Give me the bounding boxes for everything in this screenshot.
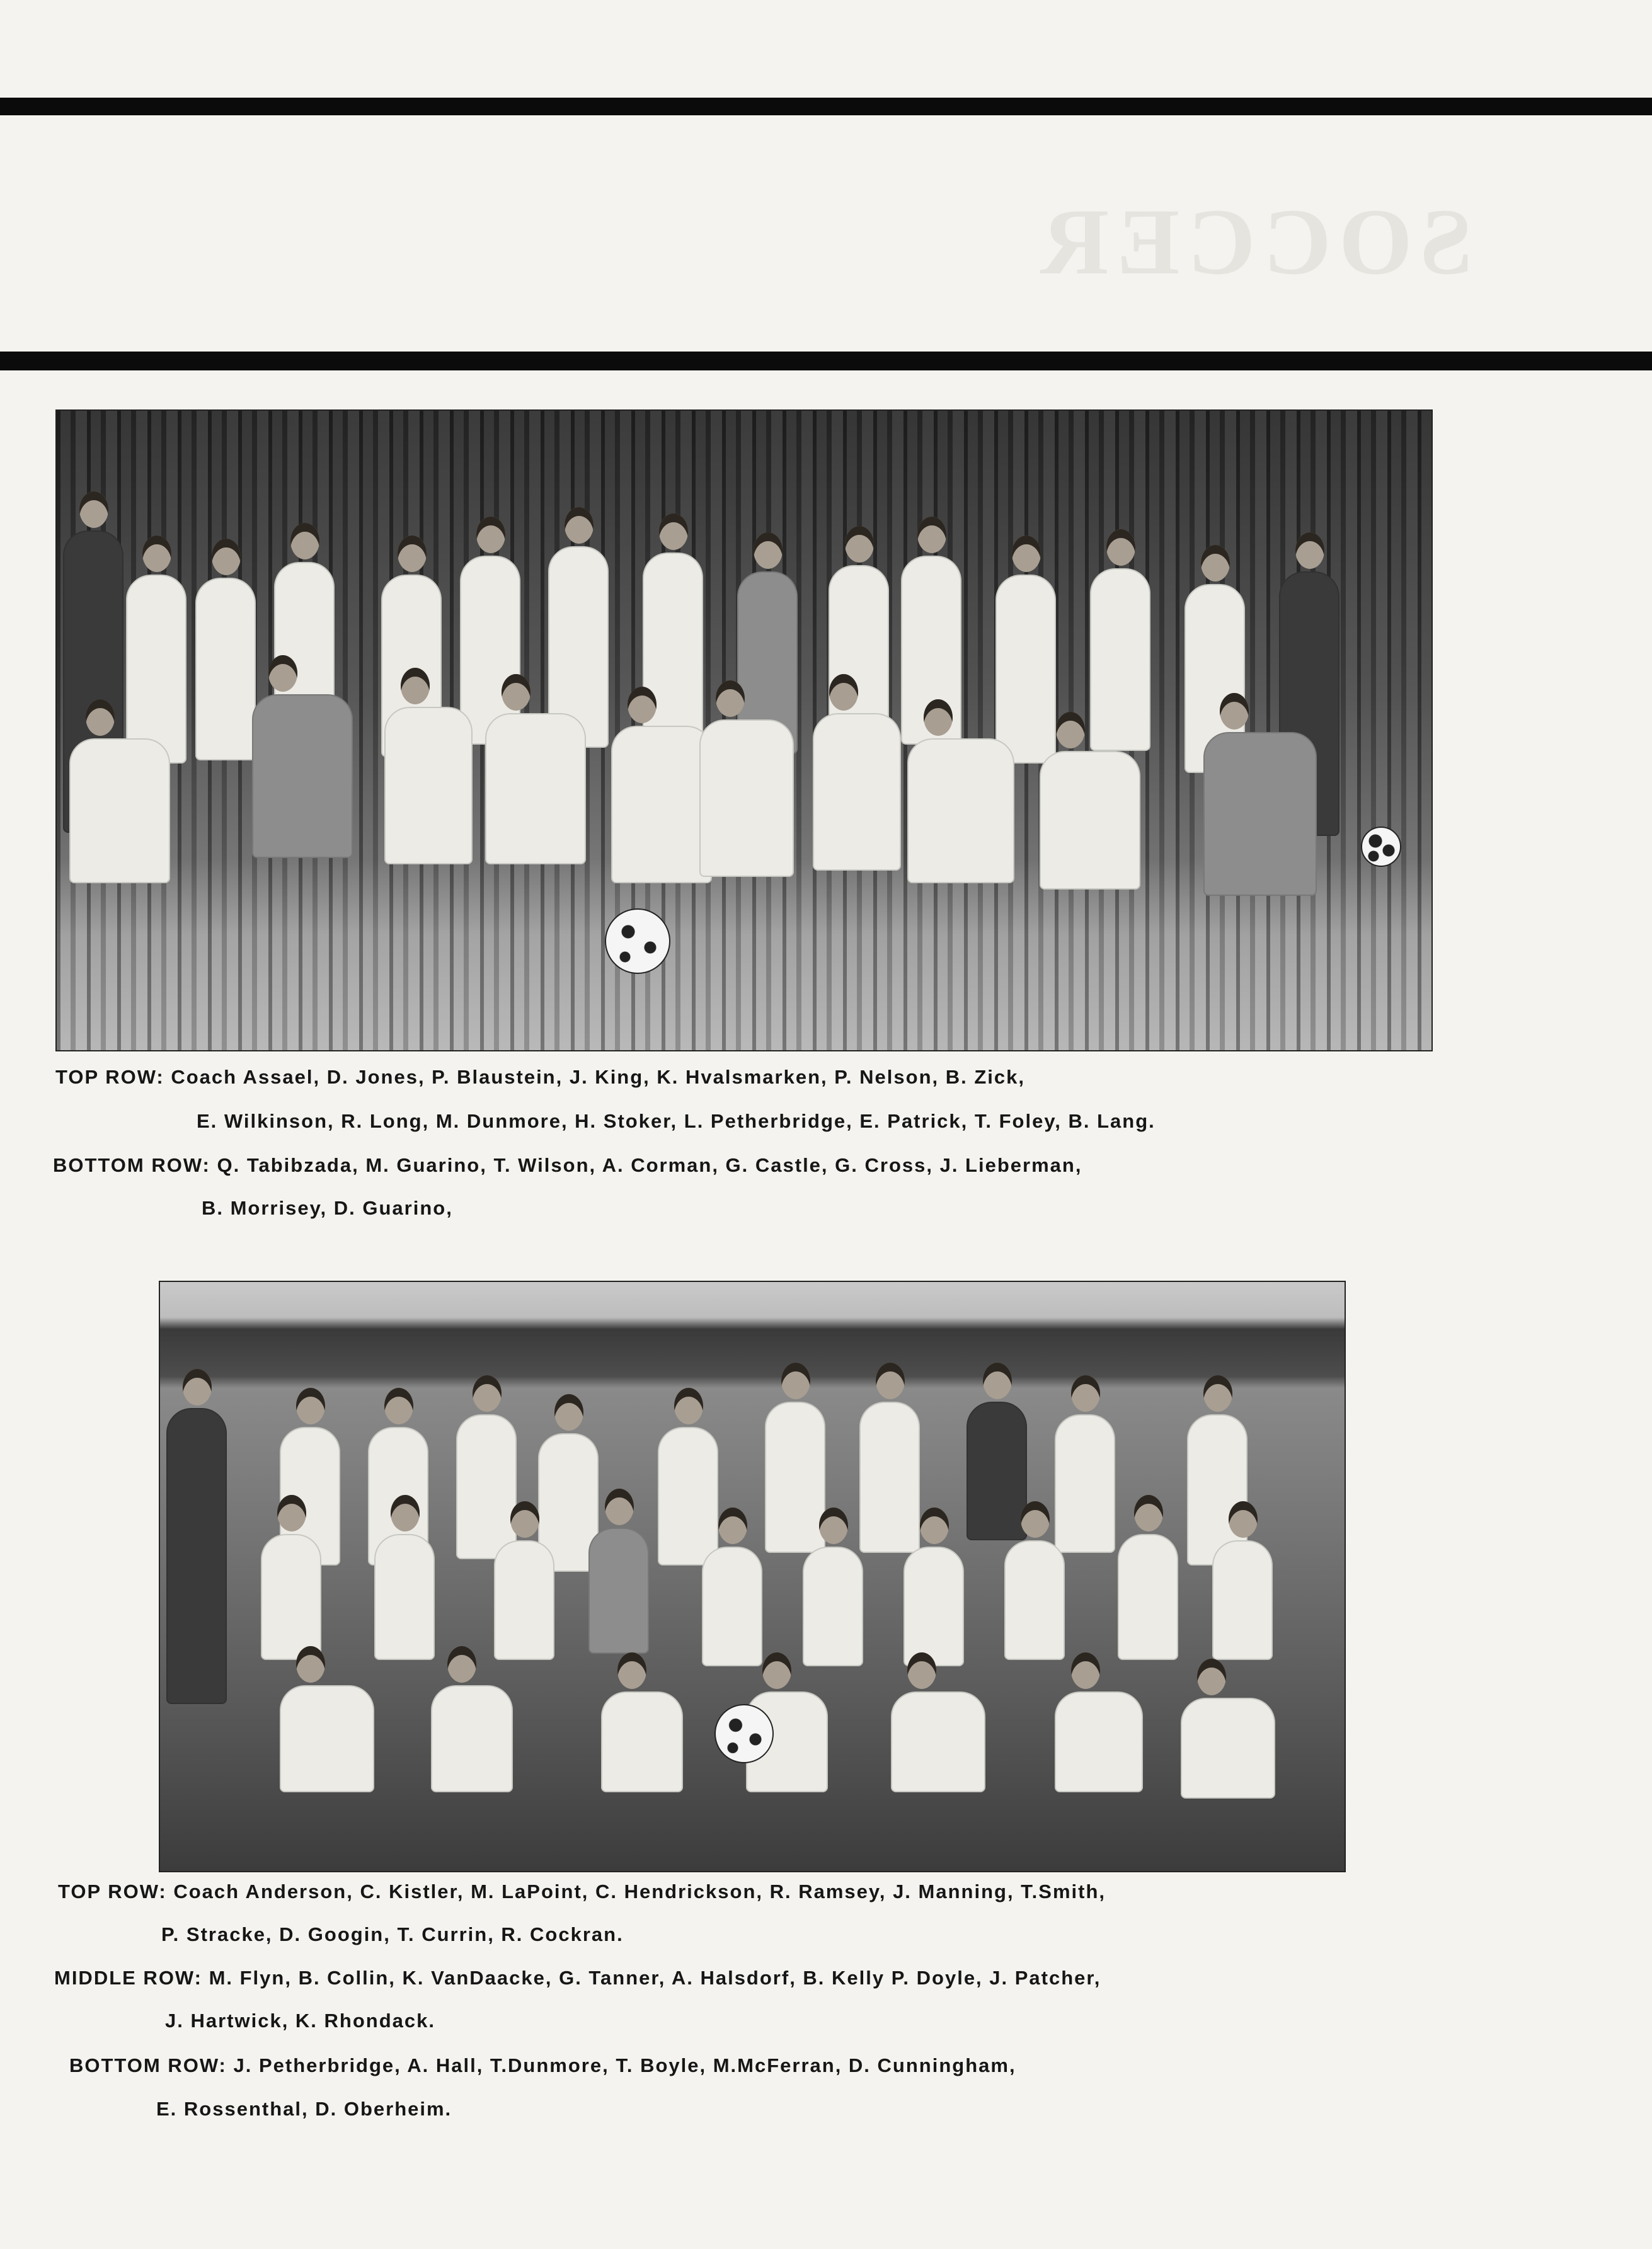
player-figure: [1118, 1534, 1178, 1660]
player-figure: [813, 713, 901, 871]
soccer-ball: [714, 1704, 774, 1763]
player-figure: [903, 1547, 964, 1666]
player-figure: [195, 578, 256, 760]
player-figure: [280, 1685, 374, 1792]
player-figure: [907, 738, 1014, 883]
varsity-caption-top-row-cont: E. Wilkinson, R. Long, M. Dunmore, H. Stoker, L. Petherbridge, E. Patrick, T. Foley, B. Lang.: [197, 1110, 1156, 1132]
player-figure: [967, 1402, 1027, 1540]
player-figure: [126, 575, 186, 764]
player-figure: [803, 1547, 863, 1666]
player-figure: [702, 1547, 762, 1666]
player-figure: [995, 575, 1056, 764]
player-figure: [261, 1534, 321, 1660]
soccer-ball: [1361, 827, 1401, 867]
player-figure: [611, 726, 712, 883]
varsity-caption-bottom-row: BOTTOM ROW: Q. Tabibzada, M. Guarino, T. Wilson, A. Corman, G. Castle, G. Cross, J. Lieberman,: [53, 1154, 1082, 1176]
player-figure: [588, 1528, 649, 1654]
player-figure: [891, 1691, 985, 1792]
player-figure: [1004, 1540, 1065, 1660]
jv-caption-bottom-row-cont: E. Rossenthal, D. Oberheim.: [156, 2098, 452, 2120]
jv-caption-bottom-row: BOTTOM ROW: J. Petherbridge, A. Hall, T.Dunmore, T. Boyle, M.McFerran, D. Cunningham,: [69, 2054, 1016, 2076]
bottom-rule: [0, 352, 1652, 370]
player-figure: [384, 707, 473, 864]
jv-team-photo: [159, 1281, 1346, 1872]
player-figure: [485, 713, 586, 864]
player-figure: [601, 1691, 683, 1792]
player-figure: [166, 1408, 227, 1704]
jv-caption-top-row: TOP ROW: Coach Anderson, C. Kistler, M. LaPoint, C. Hendrickson, R. Ramsey, J. Manning, T.Smith,: [58, 1880, 1106, 1903]
player-figure: [765, 1402, 825, 1553]
player-figure: [69, 738, 170, 883]
varsity-caption-top-row: TOP ROW: Coach Assael, D. Jones, P. Blaustein, J. King, K. Hvalsmarken, P. Nelson, B. Zick,: [55, 1066, 1025, 1088]
player-figure: [494, 1540, 554, 1660]
jv-caption-middle-row: MIDDLE ROW: M. Flyn, B. Collin, K. VanDaacke, G. Tanner, A. Halsdorf, B. Kelly P. Doyle, J. Patcher,: [54, 1967, 1101, 1989]
player-figure: [1055, 1414, 1115, 1553]
player-figure: [859, 1402, 920, 1553]
player-figure: [1181, 1698, 1275, 1799]
jv-caption-middle-row-cont: J. Hartwick, K. Rhondack.: [165, 2010, 435, 2032]
jv-caption-top-row-cont: P. Stracke, D. Googin, T. Currin, R. Cockran.: [161, 1923, 624, 1945]
soccer-ball: [605, 908, 670, 974]
player-figure: [1055, 1691, 1143, 1792]
player-figure: [658, 1427, 718, 1565]
varsity-caption-bottom-row-cont: B. Morrisey, D. Guarino,: [202, 1197, 453, 1219]
player-figure: [374, 1534, 435, 1660]
top-rule: [0, 98, 1652, 115]
player-figure: [456, 1414, 517, 1559]
bleed-through-title: SOCCER: [1033, 190, 1473, 294]
player-figure: [431, 1685, 513, 1792]
player-figure: [699, 719, 794, 877]
player-figure: [252, 694, 353, 858]
player-figure: [1040, 751, 1140, 890]
varsity-team-photo: [55, 409, 1433, 1051]
player-figure: [1203, 732, 1317, 896]
player-figure: [1212, 1540, 1273, 1660]
player-figure: [1090, 568, 1150, 751]
